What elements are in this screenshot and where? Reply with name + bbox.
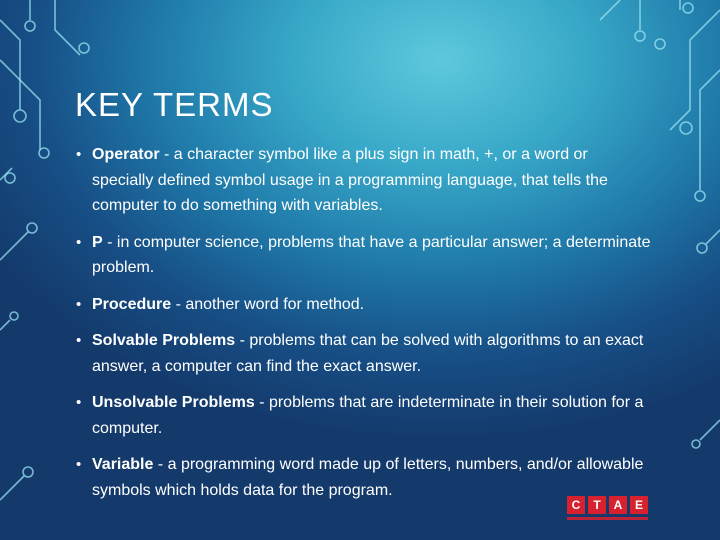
logo-letter: A [609, 496, 627, 514]
term-p [76, 230, 651, 281]
term-definition: - problems that are indeterminate in their solution for a computer. [92, 394, 644, 437]
term-operator [76, 142, 651, 219]
bullet-icon: • [76, 146, 82, 163]
term-name: Operator [92, 146, 160, 163]
term-solvable-problems [76, 328, 651, 379]
logo-letter: C [567, 496, 585, 514]
term-name: Solvable Problems [92, 332, 236, 349]
term-name: Procedure [92, 295, 172, 313]
logo-tagline-bar [567, 517, 648, 520]
term-name: Unsolvable Problems [92, 394, 255, 411]
term-name: P [92, 233, 103, 251]
bullet-icon: • [76, 394, 82, 411]
ctae-logo [567, 496, 651, 524]
bullet-icon: • [76, 456, 82, 473]
bullet-icon: • [76, 233, 82, 251]
term-unsolvable-problems [76, 390, 651, 441]
logo-letter: E [630, 496, 648, 514]
term-definition: - in computer science, problems that have a particular answer; a determinate problem. [92, 233, 651, 276]
bullet-icon: • [76, 295, 82, 313]
bullet-icon: • [76, 332, 82, 349]
term-variable [76, 452, 651, 503]
logo-letter: T [588, 496, 606, 514]
term-name: Variable [92, 456, 154, 473]
term-definition: - another word for method. [171, 295, 365, 313]
slide-title: KEY TERMS [75, 86, 274, 123]
term-definition: - problems that can be solved with algorithms to an exact answer, a computer can find the exact answer. [92, 332, 644, 375]
term-definition: - a character symbol like a plus sign in math, +, or a word or specially defined symbol usage in a programming language, that tells the computer to do something with variables. [92, 146, 608, 214]
key-terms-list [76, 142, 651, 503]
term-definition: - a programming word made up of letters, numbers, and/or allowable symbols which holds data for the program. [92, 456, 644, 499]
logo-letters [567, 496, 651, 514]
term-procedure [76, 292, 651, 318]
